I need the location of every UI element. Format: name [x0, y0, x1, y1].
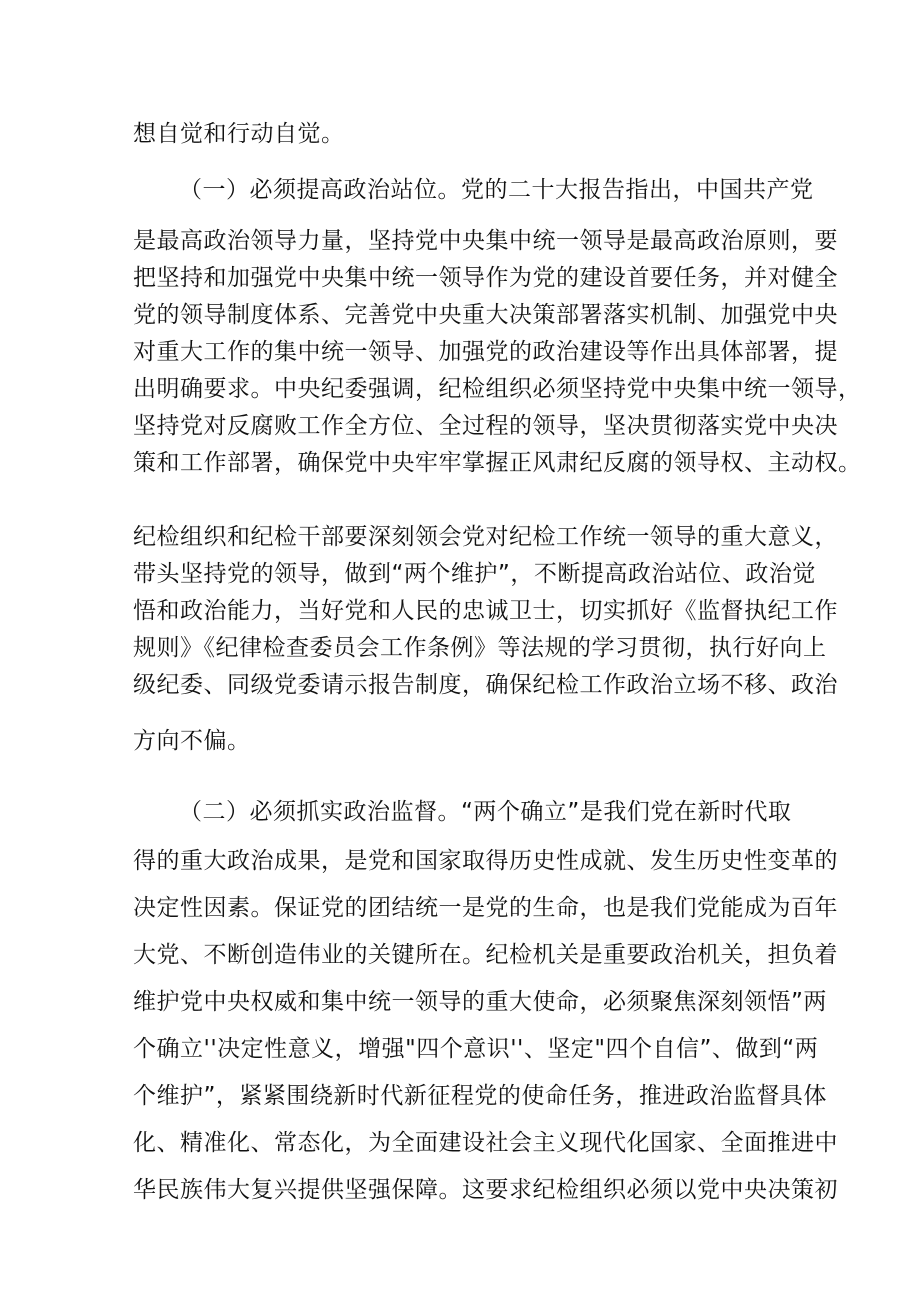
- paragraph-line: 党的领导制度体系、完善党中央重大决策部署落实机制、加强党中央: [133, 302, 838, 328]
- intro-line: 想自觉和行动自觉。: [133, 121, 345, 147]
- paragraph-line: 大党、不断创造伟业的关键所在。纪检机关是重要政治机关，担负着: [133, 942, 838, 968]
- paragraph-line: 是最高政治领导力量，坚持党中央集中统一领导是最高政治原则，要: [133, 228, 838, 254]
- paragraph-line: 化、精准化、常态化，为全面建设社会主义现代化国家、全面推进中: [133, 1130, 838, 1156]
- paragraph-line: 纪检组织和纪检干部要深刻领会党对纪检工作统一领导的重大意义，: [133, 524, 838, 550]
- paragraph-line: 决定性因素。保证党的团结统一是党的生命，也是我们党能成为百年: [133, 895, 838, 921]
- paragraph-line: 悟和政治能力，当好党和人民的忠诚卫士，切实抓好《监督执纪工作: [133, 598, 838, 624]
- paragraph-line: 个确立''决定性意义，增强"四个意识''、坚定"四个自信”、做到“两: [133, 1036, 819, 1062]
- paragraph-line: 华民族伟大复兴提供坚强保障。这要求纪检组织必须以党中央决策初: [133, 1177, 838, 1203]
- paragraph-line: 得的重大政治成果，是党和国家取得历史性成就、发生历史性变革的: [133, 848, 838, 874]
- paragraph-line: 级纪委、同级党委请示报告制度，确保纪检工作政治立场不移、政治: [133, 672, 838, 698]
- paragraph-line: 出明确要求。中央纪委强调，纪检组织必须坚持党中央集中统一领导，: [133, 376, 862, 402]
- paragraph-line: 规则》《纪律检查委员会工作条例》等法规的学习贯彻，执行好向上: [133, 635, 827, 661]
- paragraph-line: 对重大工作的集中统一领导、加强党的政治建设等作出具体部署，提: [133, 339, 838, 365]
- paragraph-line: 带头坚持党的领导，做到“两个维护”，不断提高政治站位、政治觉: [133, 561, 816, 587]
- paragraph-line: 方向不偏。: [133, 728, 251, 754]
- paragraph-line: （二）必须抓实政治监督。“两个确立”是我们党在新时代取: [179, 799, 792, 825]
- paragraph-line: 策和工作部署，确保党中央牢牢掌握正风肃纪反腐的领导权、主动权。: [133, 450, 862, 476]
- paragraph-line: 个维护”，紧紧围绕新时代新征程党的使命任务，推进政治监督具体: [133, 1083, 827, 1109]
- paragraph-line: 把坚持和加强党中央集中统一领导作为党的建设首要任务，并对健全: [133, 265, 838, 291]
- paragraph-line: 维护党中央权威和集中统一领导的重大使命，必须聚焦深刻领悟”两: [133, 989, 827, 1015]
- paragraph-line: 坚持党对反腐败工作全方位、全过程的领导，坚决贯彻落实党中央决: [133, 413, 838, 439]
- paragraph-line: （一）必须提高政治站位。党的二十大报告指出，中国共产党: [179, 177, 814, 203]
